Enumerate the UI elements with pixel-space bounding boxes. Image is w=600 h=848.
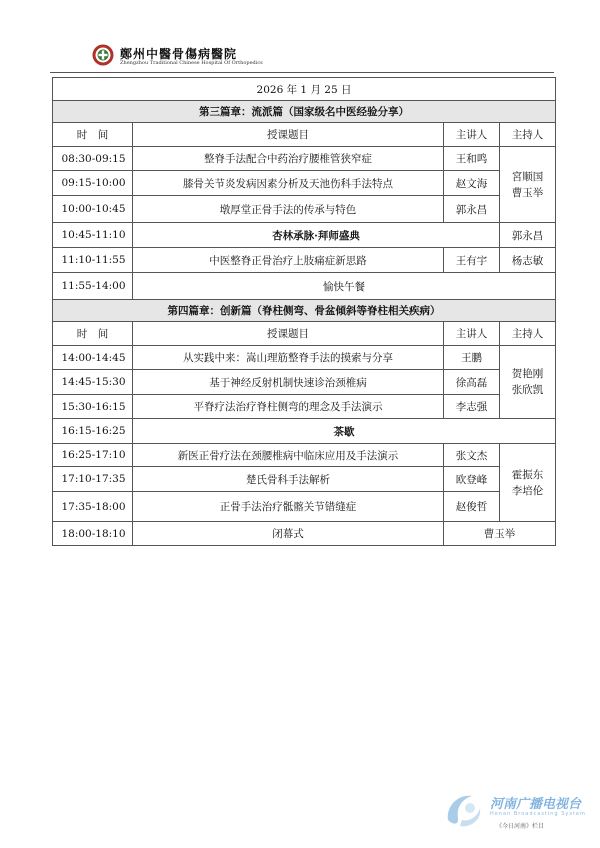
- date-row: [53, 78, 556, 101]
- broadcaster-logo-icon: [440, 786, 488, 834]
- hospital-logo-icon: [92, 44, 114, 66]
- table-row: [53, 346, 556, 370]
- schedule-table: [52, 77, 556, 546]
- session-time: 10:45-11:10: [53, 223, 133, 248]
- section4-title: 第四篇章：创新篇（脊柱侧弯、骨盆倾斜等脊柱相关疾病）: [53, 300, 556, 322]
- session-time: 17:35-18:00: [53, 492, 133, 522]
- session-speaker: 郭永昌: [444, 196, 500, 223]
- session-speaker: 赵俊哲: [444, 492, 500, 522]
- header-time: 时 间: [53, 322, 133, 346]
- section-title-row: [53, 101, 556, 123]
- session-topic: 膝骨关节炎发病因素分析及天池伤科手法特点: [133, 171, 444, 196]
- session-topic: 中医整脊正骨治疗上肢痛症新思路: [133, 248, 444, 273]
- header-time: 时 间: [53, 123, 133, 147]
- table-row: [53, 248, 556, 273]
- header-host: 主持人: [500, 123, 556, 147]
- session-time: 17:10-17:35: [53, 467, 133, 492]
- hospital-english-name: Zhengzhou Traditional Chinese Hospital Of Orthopedics: [120, 60, 263, 66]
- session-speaker: 王有宇: [444, 248, 500, 273]
- closing-speaker: 曹玉举: [444, 522, 556, 546]
- tea-break-row: [53, 419, 556, 444]
- table-row: [53, 147, 556, 171]
- session-time: 10:00-10:45: [53, 196, 133, 223]
- session-host: 宮顺国 曹玉举: [500, 147, 556, 223]
- hospital-name: 鄭州中醫骨傷病醫院: [120, 47, 238, 61]
- session-speaker: 欧登峰: [444, 467, 500, 492]
- hospital-header: [92, 44, 332, 72]
- session-time: 18:00-18:10: [53, 522, 133, 546]
- session-host: 贺艳刚 张欣凯: [500, 346, 556, 419]
- program-name: 《今日河南》栏目: [496, 823, 545, 830]
- ceremony-title: 杏林承脉·拜师盛典: [133, 223, 500, 248]
- session-time: 16:15-16:25: [53, 419, 133, 444]
- table-row: [53, 492, 556, 522]
- session-speaker: 李志强: [444, 395, 500, 419]
- header-divider: [50, 72, 554, 73]
- session-time: 09:15-10:00: [53, 171, 133, 196]
- session-host: 霍振东 李培伦: [500, 444, 556, 522]
- column-header-row: [53, 322, 556, 346]
- session-time: 14:45-15:30: [53, 370, 133, 395]
- session-speaker: 张文杰: [444, 444, 500, 467]
- session-topic: 从实践中来：嵩山理筋整脊手法的摸索与分享: [133, 346, 444, 370]
- table-row: [53, 395, 556, 419]
- closing-row: [53, 522, 556, 546]
- session-speaker: 赵文海: [444, 171, 500, 196]
- section-title-row: [53, 300, 556, 322]
- table-row: [53, 444, 556, 467]
- broadcaster-english-name: Henan Broadcasting System: [490, 811, 586, 817]
- header-speaker: 主讲人: [444, 322, 500, 346]
- session-speaker: 王和鸣: [444, 147, 500, 171]
- session-topic: 楚氏骨科手法解析: [133, 467, 444, 492]
- lunch-title: 愉快午餐: [133, 273, 556, 300]
- table-row: [53, 171, 556, 196]
- section3-title: 第三篇章：流派篇（国家级名中医经验分享）: [53, 101, 556, 123]
- header-host: 主持人: [500, 322, 556, 346]
- broadcaster-watermark: [438, 784, 588, 836]
- schedule-date: 2026 年 1 月 25 日: [53, 78, 556, 101]
- table-row: [53, 370, 556, 395]
- column-header-row: [53, 123, 556, 147]
- table-row: [53, 196, 556, 223]
- session-speaker: 徐高磊: [444, 370, 500, 395]
- session-topic: 基于神经反射机制快速诊治颈椎病: [133, 370, 444, 395]
- session-speaker: 王鹏: [444, 346, 500, 370]
- session-time: 16:25-17:10: [53, 444, 133, 467]
- broadcaster-name: 河南广播电视台: [490, 797, 582, 812]
- session-time: 11:55-14:00: [53, 273, 133, 300]
- session-host: 郭永昌: [500, 223, 556, 248]
- session-host: 杨志敏: [500, 248, 556, 273]
- session-topic: 新医正骨疗法在颈腰椎病中临床应用及手法演示: [133, 444, 444, 467]
- session-topic: 墩厚堂正骨手法的传承与特色: [133, 196, 444, 223]
- session-topic: 整脊手法配合中药治疗腰椎管狭窄症: [133, 147, 444, 171]
- session-time: 14:00-14:45: [53, 346, 133, 370]
- header-topic: 授课题目: [133, 322, 444, 346]
- lunch-row: [53, 273, 556, 300]
- session-time: 15:30-16:15: [53, 395, 133, 419]
- session-time: 08:30-09:15: [53, 147, 133, 171]
- tea-break-title: 茶歇: [133, 419, 556, 444]
- session-topic: 正骨手法治疗骶髂关节错缝症: [133, 492, 444, 522]
- header-topic: 授课题目: [133, 123, 444, 147]
- header-speaker: 主讲人: [444, 123, 500, 147]
- ceremony-row: [53, 223, 556, 248]
- table-row: [53, 467, 556, 492]
- session-topic: 平脊疗法治疗脊柱侧弯的理念及手法演示: [133, 395, 444, 419]
- session-time: 11:10-11:55: [53, 248, 133, 273]
- closing-title: 闭幕式: [133, 522, 444, 546]
